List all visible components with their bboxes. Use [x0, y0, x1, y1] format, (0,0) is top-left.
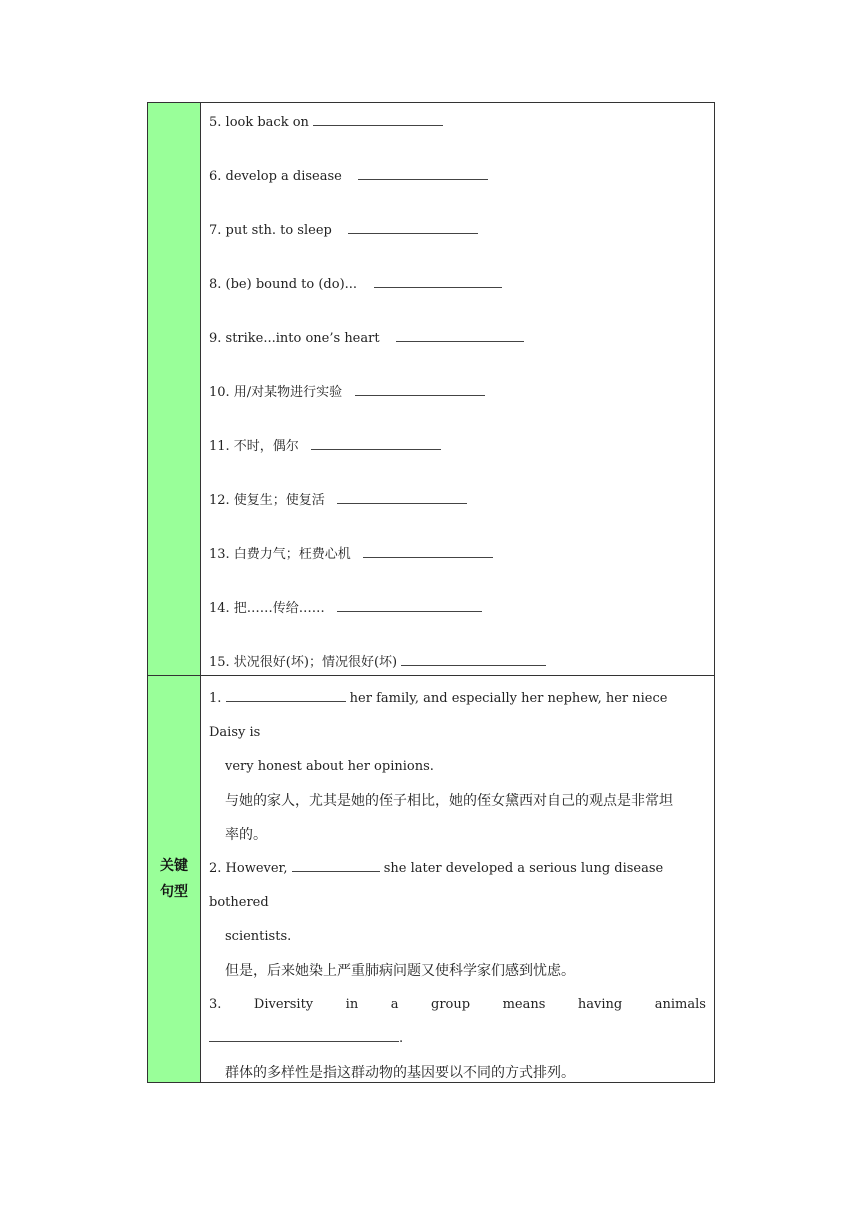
phrase-item — [209, 435, 706, 489]
sentence-1-blank[interactable] — [226, 687, 346, 702]
sentence-3-line-2 — [209, 1022, 706, 1056]
answer-blank[interactable] — [355, 381, 485, 396]
sentence-1-number: 1. — [209, 691, 226, 706]
phrase-item — [209, 219, 706, 273]
answer-blank[interactable] — [396, 327, 524, 342]
answer-blank[interactable] — [337, 597, 482, 612]
sentence-3-word: group — [431, 997, 471, 1012]
phrase-text: 14. 把……传给…… — [209, 601, 338, 616]
phrase-item — [209, 165, 706, 219]
key-sentences-row — [148, 676, 715, 1083]
sentence-3-word: means — [502, 997, 546, 1012]
answer-blank[interactable] — [337, 489, 467, 504]
answer-blank[interactable] — [313, 111, 443, 126]
sentence-3-blank[interactable] — [209, 1027, 399, 1042]
sentence-3-word: animals — [654, 997, 706, 1012]
sentence-2-line-1 — [209, 852, 706, 886]
sentence-1-line-2: Daisy is — [209, 725, 261, 740]
phrase-text: 5. look back on — [209, 115, 314, 130]
sentence-1-translation-2: 率的。 — [225, 827, 267, 843]
sentence-1-line-1 — [209, 682, 706, 716]
key-sentences-label-cell — [148, 676, 201, 1083]
answer-blank[interactable] — [363, 543, 493, 558]
key-sentences-label: 关键句型 — [160, 858, 188, 900]
sentence-1-translation-1: 与她的家人，尤其是她的侄子相比，她的侄女黛西对自己的观点是非常坦 — [225, 793, 673, 809]
sentence-2-blank[interactable] — [292, 857, 380, 872]
phrase-item — [209, 489, 706, 543]
sentence-3-line-1 — [209, 988, 706, 1022]
sentence-3-word: 3. — [209, 997, 222, 1012]
phrase-text: 9. strike...into one’s heart — [209, 331, 397, 346]
worksheet-table — [147, 102, 715, 1083]
phrase-text: 8. (be) bound to (do)... — [209, 277, 374, 292]
phrases-row — [148, 103, 715, 676]
sentence-3-word: a — [390, 997, 399, 1012]
answer-blank[interactable] — [311, 435, 441, 450]
phrase-text: 15. 状况很好(坏)；情况很好(坏) — [209, 655, 402, 670]
phrase-item — [209, 327, 706, 381]
phrase-item — [209, 111, 706, 165]
answer-blank[interactable] — [374, 273, 502, 288]
sentence-2-line-3: scientists. — [225, 929, 292, 944]
phrases-label-cell — [148, 103, 201, 676]
answer-blank[interactable] — [358, 165, 488, 180]
sentence-2-text: she later developed a serious lung disease — [379, 861, 664, 876]
sentence-2-translation: 但是，后来她染上严重肺病问题又使科学家们感到忧虑。 — [225, 963, 575, 979]
phrase-text: 7. put sth. to sleep — [209, 223, 349, 238]
sentence-3-period: . — [399, 1031, 404, 1046]
sentence-2-prefix: 2. However, — [209, 861, 292, 876]
phrase-item — [209, 597, 706, 651]
phrase-item — [209, 381, 706, 435]
phrase-list — [201, 103, 714, 675]
sentence-3-word: Diversity — [253, 997, 314, 1012]
phrase-item — [209, 273, 706, 327]
phrase-text: 13. 白费力气；枉费心机 — [209, 547, 364, 562]
answer-blank[interactable] — [401, 651, 546, 666]
sentence-3-translation: 群体的多样性是指这群动物的基因要以不同的方式排列。 — [225, 1065, 575, 1081]
sentence-2-line-2: bothered — [209, 895, 269, 910]
sentence-1-text: her family, and especially her nephew, her niece — [345, 691, 668, 706]
phrase-text: 10. 用/对某物进行实验 — [209, 385, 355, 400]
phrases-cell — [201, 103, 715, 676]
sentence-3-word: having — [577, 997, 623, 1012]
sentence-list — [201, 676, 714, 1082]
phrase-text: 12. 使复生；使复活 — [209, 493, 338, 508]
phrase-text: 6. develop a disease — [209, 169, 359, 184]
phrase-text: 11. 不时，偶尔 — [209, 439, 312, 454]
key-sentences-cell — [201, 676, 715, 1083]
answer-blank[interactable] — [348, 219, 478, 234]
sentence-3-word: in — [345, 997, 359, 1012]
sentence-1-line-3: very honest about her opinions. — [225, 759, 434, 774]
phrase-item — [209, 543, 706, 597]
